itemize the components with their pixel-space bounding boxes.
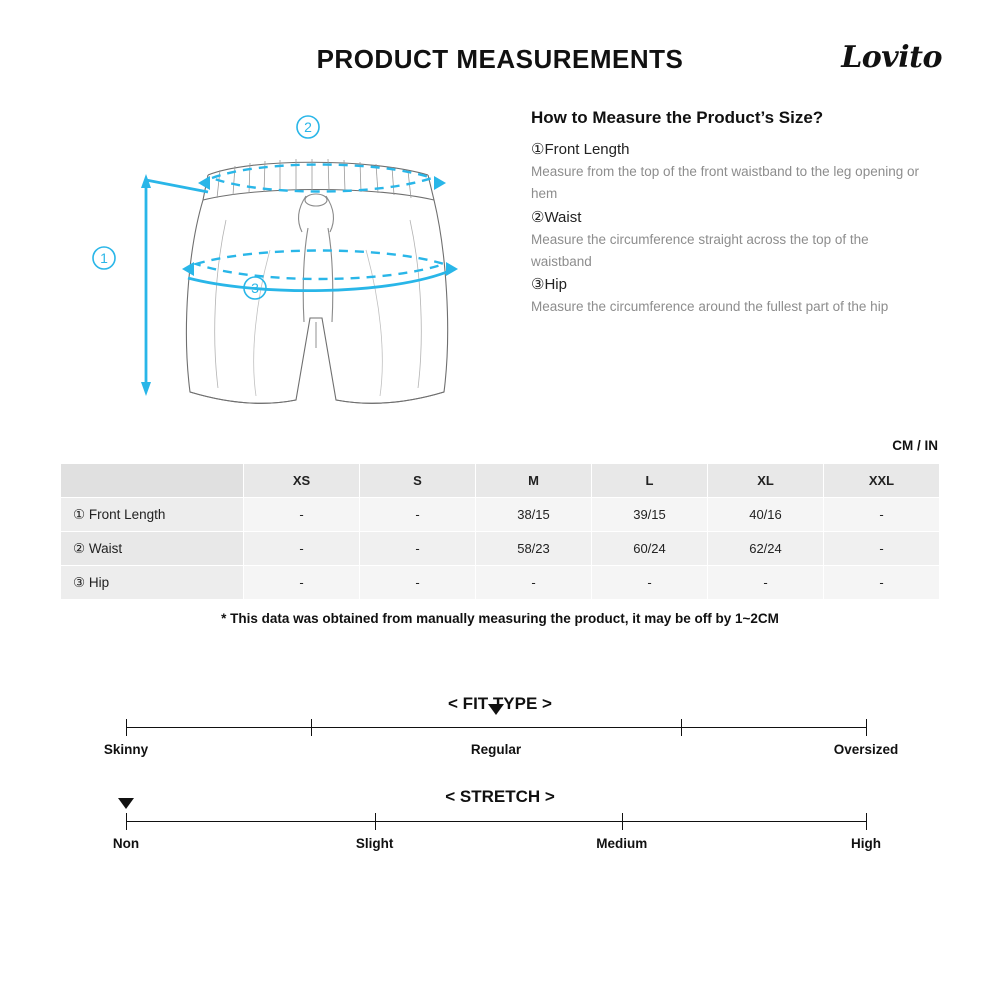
stretch-tick xyxy=(126,813,127,830)
table-cell: - xyxy=(824,532,940,566)
table-row xyxy=(61,566,940,600)
table-cell: - xyxy=(360,566,476,600)
shorts-illustration xyxy=(60,100,520,430)
diagram-callout-1: 1 xyxy=(100,250,108,266)
table-header-cell xyxy=(61,464,244,498)
product-measurement-diagram xyxy=(60,100,520,430)
stretch-axis-line xyxy=(126,821,866,822)
table-cell: 58/23 xyxy=(476,532,592,566)
fit-type-scale xyxy=(103,718,899,764)
table-cell: 38/15 xyxy=(476,498,592,532)
stretch-tick xyxy=(622,813,623,830)
fit-label-oversized: Oversized xyxy=(833,742,899,757)
row-label-hip: ③ Hip xyxy=(61,566,244,600)
stretch-label-non: Non xyxy=(112,836,140,851)
stretch-marker xyxy=(118,798,134,809)
units-label: CM / IN xyxy=(892,438,938,453)
stretch-scale xyxy=(112,812,881,858)
table-cell: - xyxy=(708,566,824,600)
diagram-callout-3: 3 xyxy=(251,280,259,296)
fit-type-title: < FIT TYPE > xyxy=(448,694,552,713)
stretch-label-slight: Slight xyxy=(355,836,394,851)
fit-axis-line xyxy=(126,727,866,728)
how-to-measure-section xyxy=(531,108,931,320)
stretch-title: < STRETCH > xyxy=(445,787,555,806)
table-cell: - xyxy=(360,532,476,566)
table-cell: 60/24 xyxy=(592,532,708,566)
page-title: PRODUCT MEASUREMENTS xyxy=(316,44,684,74)
table-header-cell-xs: XS xyxy=(244,464,360,498)
table-cell: - xyxy=(592,566,708,600)
table-header-row xyxy=(61,464,940,498)
table-row xyxy=(61,532,940,566)
measure-item-title: ③Hip xyxy=(531,276,567,294)
table-cell: 62/24 xyxy=(708,532,824,566)
table-cell: 39/15 xyxy=(592,498,708,532)
table-cell: - xyxy=(360,498,476,532)
table-cell: - xyxy=(824,566,940,600)
how-to-measure-heading: How to Measure the Product’s Size? xyxy=(531,108,824,127)
stretch-tick xyxy=(375,813,376,830)
diagram-callout-2: 2 xyxy=(304,119,312,135)
table-header-cell-l: L xyxy=(592,464,708,498)
table-cell: - xyxy=(244,498,360,532)
fit-tick xyxy=(866,719,867,736)
table-header-cell-xl: XL xyxy=(708,464,824,498)
row-label-front-length: ① Front Length xyxy=(61,498,244,532)
measure-item-hip xyxy=(531,275,931,318)
stretch-label-medium: Medium xyxy=(596,836,648,851)
measure-item-desc: Measure the circumference straight across the top of the waistband xyxy=(531,231,869,269)
table-cell: - xyxy=(824,498,940,532)
fit-type-marker xyxy=(488,704,504,715)
fit-tick xyxy=(311,719,312,736)
row-label-waist: ② Waist xyxy=(61,532,244,566)
measure-item-desc: Measure from the top of the front waistband to the leg opening or hem xyxy=(531,164,919,202)
measure-item-waist xyxy=(531,208,931,274)
table-cell: 40/16 xyxy=(708,498,824,532)
table-cell: - xyxy=(244,566,360,600)
measure-item-front-length xyxy=(531,140,931,206)
fit-tick xyxy=(681,719,682,736)
table-header-cell-xxl: XXL xyxy=(824,464,940,498)
size-chart-table xyxy=(60,463,940,600)
table-header-cell-m: M xyxy=(476,464,592,498)
table-row xyxy=(61,498,940,532)
fit-tick xyxy=(126,719,127,736)
fit-label-regular: Regular xyxy=(470,742,522,757)
fit-label-skinny: Skinny xyxy=(103,742,149,757)
table-cell: - xyxy=(244,532,360,566)
stretch-tick xyxy=(866,813,867,830)
measure-item-desc: Measure the circumference around the fullest part of the hip xyxy=(531,299,889,315)
measure-item-title: ①Front Length xyxy=(531,141,630,158)
table-header-cell-s: S xyxy=(360,464,476,498)
measurement-disclaimer: * This data was obtained from manually measuring the product, it may be off by 1~2CM xyxy=(221,611,779,626)
stretch-label-high: High xyxy=(851,836,881,851)
measure-item-title: ②Waist xyxy=(531,208,582,226)
brand-logo: Lovito xyxy=(841,40,942,75)
table-cell: - xyxy=(476,566,592,600)
